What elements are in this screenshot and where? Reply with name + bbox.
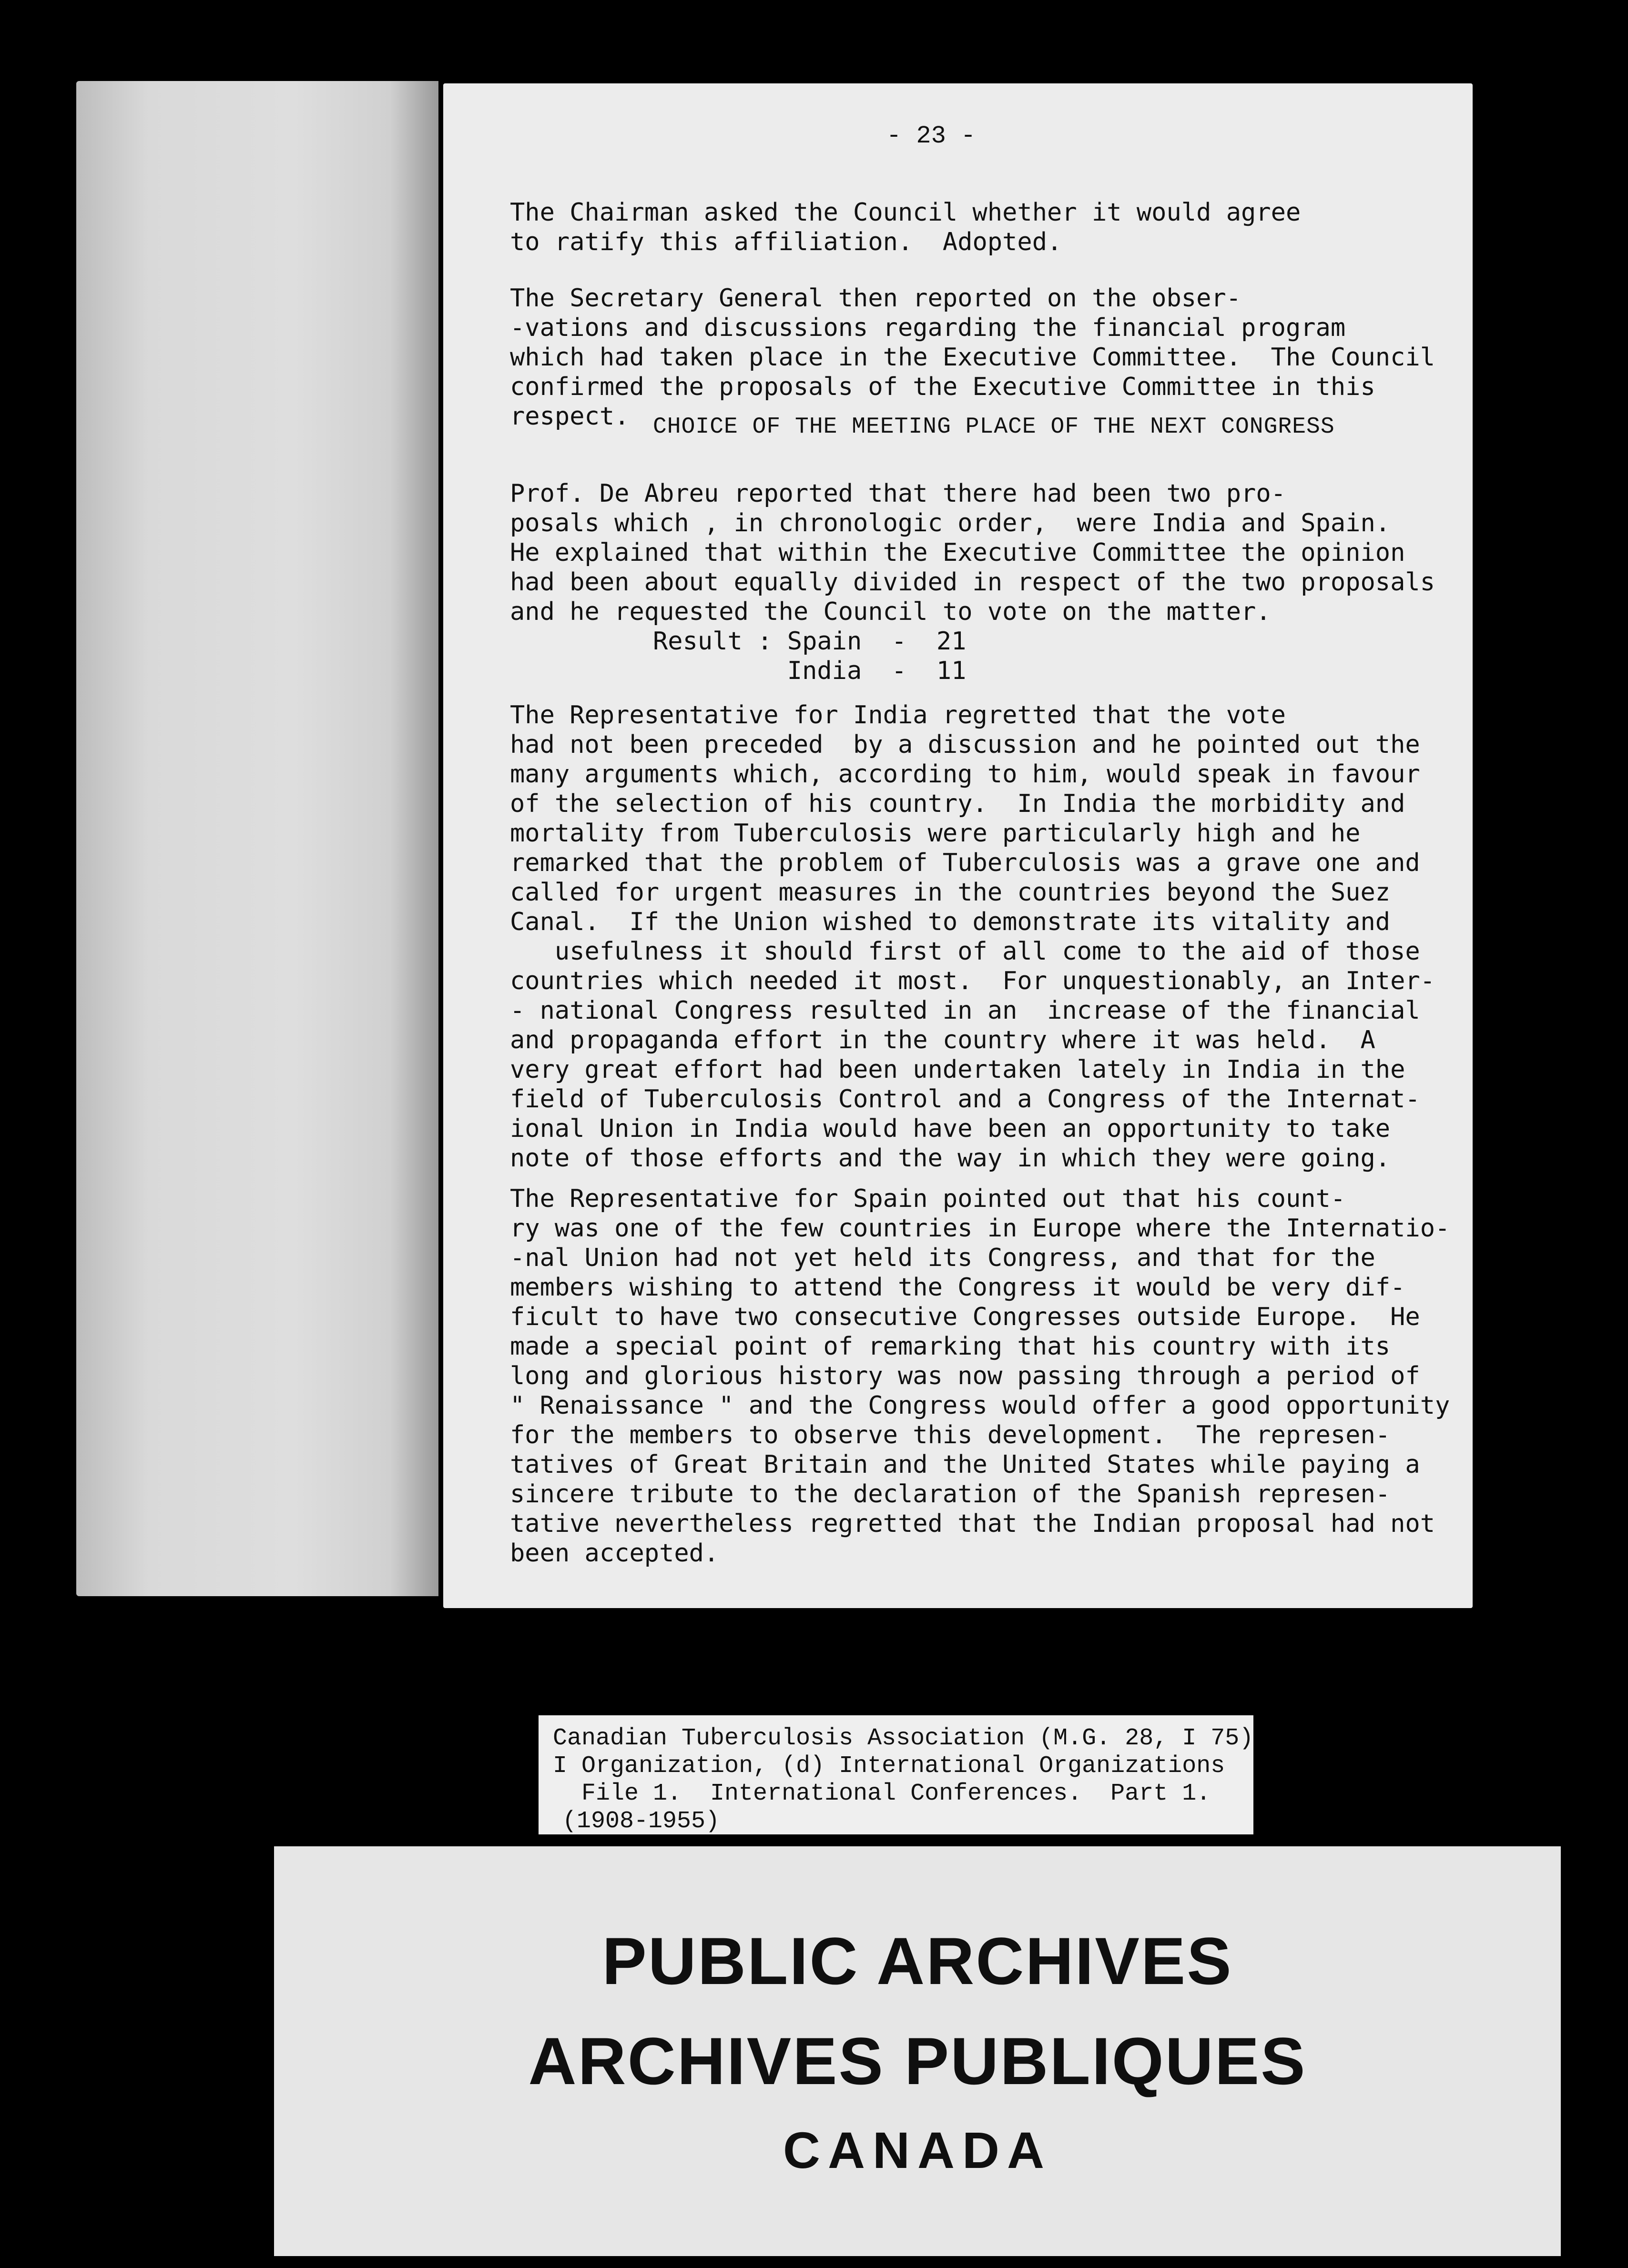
left-facing-page [76,81,438,1596]
document-page [443,83,1473,1608]
label-line-1: Canadian Tuberculosis Association (M.G. 28, I 75) [553,1725,1254,1752]
label-line-2: I Organization, (d) International Organizations [553,1752,1225,1780]
label-line-3: File 1. International Conferences. Part 1. [581,1780,1211,1807]
banner-title-english: PUBLIC ARCHIVES [602,1924,1233,1998]
page-number: - 23 - [886,122,976,150]
section-heading: CHOICE OF THE MEETING PLACE OF THE NEXT CONGRESS [653,414,1335,440]
banner-title-french: ARCHIVES PUBLIQUES [528,2024,1307,2098]
public-archives-banner [274,1846,1561,2256]
page-gutter [391,81,438,1596]
vote-result: Result : Spain - 21 India - 11 [653,627,967,685]
label-line-4: (1908-1955) [562,1808,720,1835]
paragraph-chairman: The Chairman asked the Council whether it would agree to ratify this affiliation. Adopted. [510,198,1301,256]
paragraph-india: The Representative for India regretted that the vote had not been preceded by a discussion and he pointed out the many arguments which, according to him, would speak in favour of the selection of his country. In India the morbidity and mortality from Tuberculosis were particularly high and he remarked that the problem of Tuberculosis was a grave one and called for urgent measures in the countries beyond the Suez Canal. If the Union wished to demonstrate its vitality and usefulness it should first of all come to the aid of those countries which needed it most. For unquestionably, an Inter- - national Congress resulted in an increase of the financial and propaganda effort in the country where it was held. A very great effort had been undertaken lately in India in the field of Tuberculosis Control and a Congress of the Internat- ional Union in India would have been an opportunity to take note of those efforts and the way in which they were going. [510,701,1435,1173]
paragraph-secretary-general: The Secretary General then reported on the obser- -vations and discussions regarding the financial program which had taken place in the Executive Committee. The Council confirmed the proposals of the Executive Committee in this respect. [510,284,1435,431]
paragraph-spain: The Representative for Spain pointed out that his count- ry was one of the few countries in Europe where the Internatio- -nal Union had not yet held its Congress, and that for the members wishing to attend the Congress it would be very dif- ficult to have two consecutive Congresses outside Europe. He made a special point of remarking that his country with its long and glorious history was now passing through a period of " Renaissance " and the Congress would offer a good opportunity for the members to observe this development. The represen- tatives of Great Britain and the United States while paying a sincere tribute to the declaration of the Spanish represen- tative nevertheless regretted that the Indian proposal had not been accepted. [510,1185,1450,1568]
archive-reference-label [539,1715,1253,1834]
banner-country: CANADA [783,2121,1052,2179]
paragraph-de-abreu: Prof. De Abreu reported that there had been two pro- posals which , in chronologic order, were India and Spain. He explained that within the Executive Committee the opinion had been about equally divided in respect of the two proposals and he requested the Council to vote on the matter. [510,479,1435,626]
